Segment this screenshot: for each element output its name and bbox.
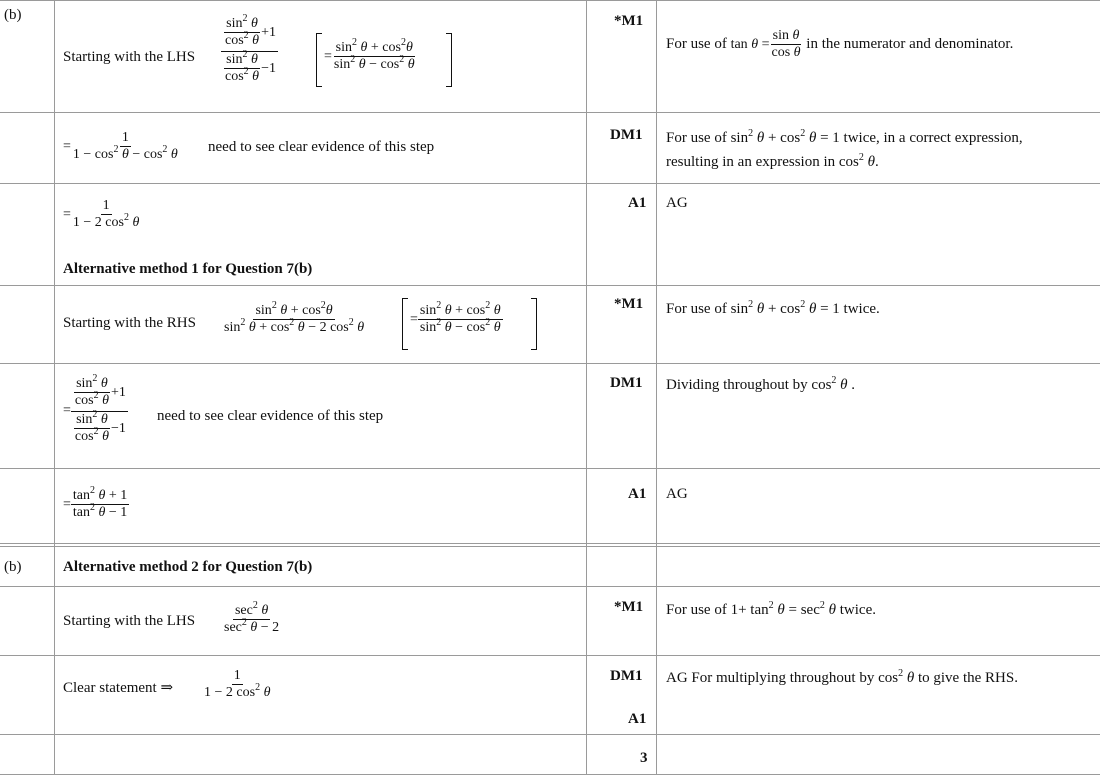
guidance-note: For use of $\sin^2 \theta + \cos^2 \theta = 1$ twice. — [666, 299, 880, 317]
row-divider — [0, 363, 1100, 364]
bracket-right — [446, 33, 452, 87]
part-label: (b) — [4, 7, 22, 23]
guidance-note: resulting in an expression in $\cos^2 \theta$. — [666, 152, 879, 170]
math-fraction: $\frac{\sec^2 \theta}{\sec^2 \theta - 2}$ — [224, 600, 280, 636]
guidance-note: AG For multiplying throughout by $\cos^2 \theta$ to give the RHS. — [666, 668, 1018, 686]
table-border-top — [0, 0, 1100, 1]
math-fraction: $\frac{\sin^2 \theta + \cos^2\theta}{\sin^2 \theta + \cos^2 \theta - 2 \cos^2 \theta}$ — [224, 300, 365, 336]
row-divider — [0, 734, 1100, 735]
row-divider — [0, 468, 1100, 469]
mark-label: DM1 — [610, 127, 643, 143]
mark-label: A1 — [628, 195, 647, 211]
bracket-right — [531, 298, 537, 350]
guidance-note: For use of $1+ \tan^2 \theta = \sec^2 \theta$ twice. — [666, 600, 876, 618]
math-compound-fraction: $\frac{\sin^2 \theta}{\cos^2 \theta}$ +1 $\frac{\sin^2 \theta}{\cos^2 \theta}$ −1 — [221, 16, 278, 85]
part-label: (b) — [4, 559, 22, 575]
step-text: need to see clear evidence of this step — [157, 408, 384, 424]
mark-label: DM1 — [610, 668, 643, 684]
step-text: Starting with the LHS — [63, 49, 196, 65]
mark-label: *M1 — [614, 599, 644, 615]
step-text: Clear statement ⇒ — [63, 680, 174, 696]
row-divider-double — [0, 543, 1100, 544]
column-divider — [656, 0, 657, 775]
row-divider — [0, 586, 1100, 587]
mark-label: DM1 — [610, 375, 643, 391]
mark-label: A1 — [628, 711, 647, 727]
math-fraction: $\frac{1}{1 - 2 \cos^2 \theta}$ — [204, 668, 271, 701]
total-marks: 3 — [640, 750, 648, 766]
guidance-note: AG — [666, 486, 688, 502]
math-fraction: = $\frac{\tan^2 \theta + 1}{\tan^2 \theta - 1}$ — [63, 485, 128, 521]
bracket-left — [316, 33, 322, 87]
math-compound-fraction: = $\frac{\sin^2 \theta}{\cos^2 \theta}$ +1 $\frac{\sin^2 \theta}{\cos^2 \theta}$ −1 — [63, 373, 126, 445]
row-divider — [0, 655, 1100, 656]
math-fraction: = $\frac{\sin^2 \theta + \cos^2\theta}{\sin^2 \theta - \cos^2 \theta}$ — [324, 37, 415, 73]
guidance-note: Dividing throughout by $\cos^2 \theta$ . — [666, 375, 856, 393]
alt-method-heading: Alternative method 2 for Question 7(b) — [63, 559, 313, 575]
guidance-note: For use of $\sin^2 \theta + \cos^2 \theta = 1$ twice, in a correct expression, — [666, 128, 1023, 146]
step-text: need to see clear evidence of this step — [208, 139, 435, 155]
column-divider — [54, 0, 55, 775]
row-divider — [0, 285, 1100, 286]
mark-label: *M1 — [614, 296, 644, 312]
math-fraction: = $\frac{1}{1 - \cos^2 \theta - \cos^2 \theta}$ — [63, 130, 178, 163]
row-divider — [0, 183, 1100, 184]
table-border-bottom — [0, 774, 1100, 775]
math-fraction: = $\frac{\sin^2 \theta + \cos^2 \theta}{\sin^2 \theta - \cos^2 \theta}$ — [410, 300, 501, 336]
math-fraction: = $\frac{1}{1 - 2 \cos^2 \theta}$ — [63, 198, 140, 231]
guidance-note: AG — [666, 195, 688, 211]
mark-label: A1 — [628, 486, 647, 502]
alt-method-heading: Alternative method 1 for Question 7(b) — [63, 261, 313, 277]
guidance-note: For use of tan θ = $\frac{\text{sin θ}}{\text{cos θ}}$ in the numerator and denominator. — [666, 28, 1014, 61]
bracket-left — [402, 298, 408, 350]
mark-label: *M1 — [614, 13, 644, 29]
step-text: Starting with the RHS — [63, 315, 196, 331]
column-divider — [586, 0, 587, 775]
step-text: Starting with the LHS — [63, 613, 196, 629]
row-divider — [0, 112, 1100, 113]
